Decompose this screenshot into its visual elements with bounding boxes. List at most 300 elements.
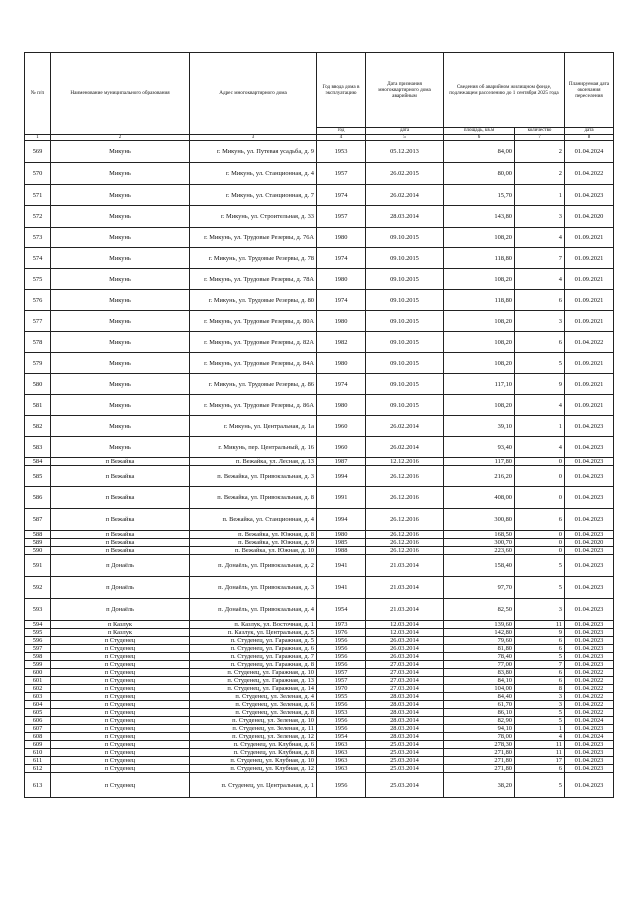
table-row: [25, 629, 614, 637]
area-cell: 143,80: [444, 206, 515, 228]
year-cell: 1955: [317, 693, 366, 701]
count-cell: 1: [515, 725, 565, 733]
address-cell: п. Студенец, ул. Зеленая, д. 12: [190, 733, 317, 741]
plan-date-cell: 01.04.2023: [565, 437, 614, 458]
subheader-area: площадь, кв.м: [444, 128, 515, 135]
area-cell: 300,70: [444, 539, 515, 547]
municipality-cell: п Студенец: [51, 637, 190, 645]
municipality-cell: п Студенец: [51, 749, 190, 757]
recognition-date-cell: 25.03.2014: [366, 741, 444, 749]
plan-date-cell: 01.04.2023: [565, 661, 614, 669]
table-header: [25, 53, 614, 141]
row-number: 604: [25, 701, 51, 709]
plan-date-cell: 01.09.2021: [565, 395, 614, 416]
table-row: [25, 547, 614, 555]
count-cell: 3: [515, 599, 565, 621]
address-cell: п. Вежайка, ул. Станционная, д. 4: [190, 509, 317, 531]
area-cell: 84,00: [444, 141, 515, 163]
year-cell: 1980: [317, 531, 366, 539]
row-number: 593: [25, 599, 51, 621]
address-cell: п. Вежайка, ул. Южная, д. 9: [190, 539, 317, 547]
address-cell: п. Вежайка, ул. Южная, д. 10: [190, 547, 317, 555]
year-cell: 1974: [317, 374, 366, 395]
table-row: [25, 374, 614, 395]
address-cell: п. Студенец, ул. Зеленая, д. 6: [190, 701, 317, 709]
address-cell: п. Студенец, ул. Клубная, д. 6: [190, 741, 317, 749]
recognition-date-cell: 28.03.2014: [366, 206, 444, 228]
plan-date-cell: 01.09.2021: [565, 374, 614, 395]
recognition-date-cell: 26.12.2016: [366, 466, 444, 487]
area-cell: 139,60: [444, 621, 515, 629]
row-number: 573: [25, 228, 51, 248]
recognition-date-cell: 25.03.2014: [366, 749, 444, 757]
table-row: [25, 163, 614, 185]
header-recognition-date: Дата признания многоквартирного дома аварийным: [366, 53, 444, 128]
table-row: [25, 709, 614, 717]
table-row: [25, 637, 614, 645]
count-cell: 8: [515, 685, 565, 693]
table-body: [25, 141, 614, 798]
year-cell: 1980: [317, 269, 366, 290]
recognition-date-cell: 26.12.2016: [366, 487, 444, 509]
area-cell: 97,70: [444, 577, 515, 599]
table-row: [25, 733, 614, 741]
address-cell: г. Микунь, ул. Трудовые Резервы, д. 80А: [190, 311, 317, 332]
row-number: 572: [25, 206, 51, 228]
year-cell: 1980: [317, 395, 366, 416]
recognition-date-cell: 26.03.2014: [366, 645, 444, 653]
municipality-cell: п Студенец: [51, 701, 190, 709]
address-cell: г. Микунь, ул. Трудовые Резервы, д. 82А: [190, 332, 317, 353]
municipality-cell: п Донаёль: [51, 577, 190, 599]
count-cell: 0: [515, 531, 565, 539]
count-cell: 2: [515, 163, 565, 185]
recognition-date-cell: 21.03.2014: [366, 555, 444, 577]
municipality-cell: Микунь: [51, 311, 190, 332]
table-row: [25, 661, 614, 669]
row-number: 607: [25, 725, 51, 733]
count-cell: 5: [515, 773, 565, 798]
year-cell: 1960: [317, 416, 366, 437]
document-page: [24, 52, 613, 798]
recognition-date-cell: 09.10.2015: [366, 290, 444, 311]
table-row: [25, 717, 614, 725]
year-cell: 1994: [317, 466, 366, 487]
year-cell: 1956: [317, 701, 366, 709]
area-cell: 108,20: [444, 395, 515, 416]
area-cell: 108,20: [444, 332, 515, 353]
row-number: 610: [25, 749, 51, 757]
area-cell: 94,10: [444, 725, 515, 733]
recognition-date-cell: 26.12.2016: [366, 547, 444, 555]
count-cell: 17: [515, 757, 565, 765]
plan-date-cell: 01.04.2020: [565, 539, 614, 547]
table-row: [25, 577, 614, 599]
recognition-date-cell: 12.12.2016: [366, 458, 444, 466]
count-cell: 1: [515, 416, 565, 437]
row-number: 588: [25, 531, 51, 539]
address-cell: п. Казлук, ул. Центральная, д. 5: [190, 629, 317, 637]
plan-date-cell: 01.04.2022: [565, 701, 614, 709]
area-cell: 38,20: [444, 773, 515, 798]
count-cell: 6: [515, 509, 565, 531]
table-row: [25, 749, 614, 757]
plan-date-cell: 01.09.2021: [565, 353, 614, 374]
row-number: 613: [25, 773, 51, 798]
plan-date-cell: 01.04.2023: [565, 458, 614, 466]
municipality-cell: п Студенец: [51, 773, 190, 798]
count-cell: 5: [515, 709, 565, 717]
municipality-cell: Микунь: [51, 163, 190, 185]
year-cell: 1956: [317, 725, 366, 733]
header-fund-info: Сведения об аварийном жилищном фонде, подлежащем расселению до 1 сентября 2025 года: [444, 53, 565, 128]
count-cell: 0: [515, 458, 565, 466]
row-number: 594: [25, 621, 51, 629]
plan-date-cell: 01.04.2022: [565, 685, 614, 693]
table-row: [25, 228, 614, 248]
table-row: [25, 685, 614, 693]
address-cell: п. Студенец, ул. Гаражная, д. 13: [190, 677, 317, 685]
area-cell: 158,40: [444, 555, 515, 577]
count-cell: 6: [515, 677, 565, 685]
municipality-cell: п Студенец: [51, 669, 190, 677]
area-cell: 117,80: [444, 458, 515, 466]
table-row: [25, 669, 614, 677]
count-cell: 5: [515, 555, 565, 577]
row-number: 592: [25, 577, 51, 599]
year-cell: 1954: [317, 599, 366, 621]
row-number: 583: [25, 437, 51, 458]
year-cell: 1980: [317, 228, 366, 248]
table-row: [25, 677, 614, 685]
recognition-date-cell: 26.02.2014: [366, 416, 444, 437]
header-municipality: Наименование муниципального образования: [51, 53, 190, 135]
area-cell: 77,00: [444, 661, 515, 669]
municipality-cell: Микунь: [51, 416, 190, 437]
count-cell: 5: [515, 353, 565, 374]
year-cell: 1980: [317, 353, 366, 374]
address-cell: п. Донаёль, ул. Привокзальная, д. 2: [190, 555, 317, 577]
row-number: 609: [25, 741, 51, 749]
count-cell: 3: [515, 693, 565, 701]
column-number: 3: [190, 135, 317, 141]
municipality-cell: п Студенец: [51, 677, 190, 685]
header-year: Год ввода дома в эксплуатацию: [317, 53, 366, 128]
year-cell: 1953: [317, 709, 366, 717]
count-cell: 9: [515, 629, 565, 637]
table-row: [25, 599, 614, 621]
count-cell: 0: [515, 539, 565, 547]
municipality-cell: п Казлук: [51, 621, 190, 629]
recognition-date-cell: 09.10.2015: [366, 374, 444, 395]
table-row: [25, 141, 614, 163]
address-cell: г. Микунь, ул. Центральная, д. 1а: [190, 416, 317, 437]
year-cell: 1982: [317, 332, 366, 353]
count-cell: 1: [515, 185, 565, 206]
count-cell: 4: [515, 269, 565, 290]
count-cell: 4: [515, 437, 565, 458]
year-cell: 1985: [317, 539, 366, 547]
count-cell: 4: [515, 395, 565, 416]
count-cell: 4: [515, 228, 565, 248]
row-number: 605: [25, 709, 51, 717]
column-number: 5: [366, 135, 444, 141]
row-number: 570: [25, 163, 51, 185]
year-cell: 1970: [317, 685, 366, 693]
area-cell: 15,70: [444, 185, 515, 206]
count-cell: 0: [515, 547, 565, 555]
table-row: [25, 311, 614, 332]
count-cell: 11: [515, 621, 565, 629]
plan-date-cell: 01.04.2022: [565, 677, 614, 685]
table-row: [25, 416, 614, 437]
recognition-date-cell: 26.03.2014: [366, 653, 444, 661]
plan-date-cell: 01.04.2023: [565, 577, 614, 599]
year-cell: 1994: [317, 509, 366, 531]
plan-date-cell: 01.04.2023: [565, 645, 614, 653]
address-cell: г. Микунь, ул. Путевая усадьба, д. 9: [190, 141, 317, 163]
municipality-cell: п Студенец: [51, 717, 190, 725]
year-cell: 1976: [317, 629, 366, 637]
area-cell: 117,10: [444, 374, 515, 395]
plan-date-cell: 01.04.2022: [565, 669, 614, 677]
row-number: 581: [25, 395, 51, 416]
recognition-date-cell: 28.03.2014: [366, 725, 444, 733]
recognition-date-cell: 28.03.2014: [366, 693, 444, 701]
area-cell: 80,00: [444, 163, 515, 185]
count-cell: 7: [515, 661, 565, 669]
table-row: [25, 248, 614, 269]
recognition-date-cell: 26.12.2016: [366, 509, 444, 531]
address-cell: п. Вежайка, ул. Привокзальная, д. 8: [190, 487, 317, 509]
table-row: [25, 332, 614, 353]
table-row: [25, 185, 614, 206]
area-cell: 108,20: [444, 353, 515, 374]
plan-date-cell: 01.04.2023: [565, 487, 614, 509]
row-number: 569: [25, 141, 51, 163]
row-number: 577: [25, 311, 51, 332]
recognition-date-cell: 26.12.2016: [366, 539, 444, 547]
address-cell: п. Вежайка, ул. Южная, д. 8: [190, 531, 317, 539]
row-number: 597: [25, 645, 51, 653]
area-cell: 216,20: [444, 466, 515, 487]
table-row: [25, 539, 614, 547]
row-number: 576: [25, 290, 51, 311]
column-number: 4: [317, 135, 366, 141]
count-cell: 6: [515, 332, 565, 353]
table-row: [25, 653, 614, 661]
plan-date-cell: 01.04.2023: [565, 509, 614, 531]
municipality-cell: Микунь: [51, 228, 190, 248]
address-cell: г. Микунь, ул. Трудовые Резервы, д. 80: [190, 290, 317, 311]
column-number: 8: [565, 135, 614, 141]
year-cell: 1956: [317, 661, 366, 669]
year-cell: 1953: [317, 141, 366, 163]
year-cell: 1974: [317, 290, 366, 311]
column-number: 1: [25, 135, 51, 141]
address-cell: п. Вежайка, ул. Лесная, д. 13: [190, 458, 317, 466]
recognition-date-cell: 05.12.2013: [366, 141, 444, 163]
address-cell: п. Студенец, ул. Гаражная, д. 14: [190, 685, 317, 693]
year-cell: 1960: [317, 437, 366, 458]
year-cell: 1957: [317, 206, 366, 228]
area-cell: 61,70: [444, 701, 515, 709]
row-number: 606: [25, 717, 51, 725]
area-cell: 39,10: [444, 416, 515, 437]
area-cell: 81,80: [444, 645, 515, 653]
area-cell: 108,20: [444, 228, 515, 248]
row-number: 587: [25, 509, 51, 531]
year-cell: 1988: [317, 547, 366, 555]
address-cell: п. Студенец, ул. Гаражная, д. 5: [190, 637, 317, 645]
plan-date-cell: 01.04.2022: [565, 709, 614, 717]
municipality-cell: п Студенец: [51, 765, 190, 773]
table-row: [25, 773, 614, 798]
year-cell: 1956: [317, 637, 366, 645]
municipality-cell: п Студенец: [51, 741, 190, 749]
count-cell: 3: [515, 701, 565, 709]
plan-date-cell: 01.04.2023: [565, 416, 614, 437]
housing-table: [24, 52, 614, 798]
row-number: 612: [25, 765, 51, 773]
recognition-date-cell: 21.03.2014: [366, 599, 444, 621]
recognition-date-cell: 09.10.2015: [366, 395, 444, 416]
count-cell: 5: [515, 717, 565, 725]
year-cell: 1957: [317, 669, 366, 677]
area-cell: 86,10: [444, 709, 515, 717]
address-cell: п. Студенец, ул. Клубная, д. 10: [190, 757, 317, 765]
row-number: 600: [25, 669, 51, 677]
header-num: № п/п: [25, 53, 51, 135]
municipality-cell: Микунь: [51, 248, 190, 269]
plan-date-cell: 01.04.2023: [565, 599, 614, 621]
plan-date-cell: 01.04.2022: [565, 332, 614, 353]
table-row: [25, 701, 614, 709]
row-number: 579: [25, 353, 51, 374]
plan-date-cell: 01.04.2023: [565, 629, 614, 637]
municipality-cell: п Вежайка: [51, 509, 190, 531]
header-plan-date: Планируемая дата окончания переселения: [565, 53, 614, 128]
plan-date-cell: 01.04.2022: [565, 693, 614, 701]
recognition-date-cell: 27.03.2014: [366, 677, 444, 685]
table-row: [25, 757, 614, 765]
header-address: Адрес многоквартирного дома: [190, 53, 317, 135]
municipality-cell: п Студенец: [51, 645, 190, 653]
plan-date-cell: 01.09.2021: [565, 311, 614, 332]
municipality-cell: п Казлук: [51, 629, 190, 637]
municipality-cell: п Студенец: [51, 733, 190, 741]
address-cell: г. Микунь, ул. Трудовые Резервы, д. 84А: [190, 353, 317, 374]
plan-date-cell: 01.04.2023: [565, 555, 614, 577]
row-number: 603: [25, 693, 51, 701]
recognition-date-cell: 09.10.2015: [366, 248, 444, 269]
row-number: 586: [25, 487, 51, 509]
plan-date-cell: 01.04.2024: [565, 717, 614, 725]
area-cell: 278,30: [444, 741, 515, 749]
municipality-cell: Микунь: [51, 185, 190, 206]
area-cell: 93,40: [444, 437, 515, 458]
table-row: [25, 555, 614, 577]
area-cell: 78,00: [444, 733, 515, 741]
area-cell: 104,00: [444, 685, 515, 693]
plan-date-cell: 01.04.2023: [565, 741, 614, 749]
row-number: 580: [25, 374, 51, 395]
municipality-cell: п Студенец: [51, 653, 190, 661]
municipality-cell: п Студенец: [51, 757, 190, 765]
recognition-date-cell: 25.03.2014: [366, 773, 444, 798]
municipality-cell: п Студенец: [51, 725, 190, 733]
table-row: [25, 353, 614, 374]
address-cell: п. Студенец, ул. Гаражная, д. 7: [190, 653, 317, 661]
table-row: [25, 509, 614, 531]
year-cell: 1974: [317, 248, 366, 269]
address-cell: п. Студенец, ул. Зеленая, д. 11: [190, 725, 317, 733]
address-cell: г. Микунь, ул. Трудовые Резервы, д. 86А: [190, 395, 317, 416]
plan-date-cell: 01.04.2020: [565, 206, 614, 228]
plan-date-cell: 01.04.2023: [565, 185, 614, 206]
year-cell: 1991: [317, 487, 366, 509]
municipality-cell: Микунь: [51, 290, 190, 311]
municipality-cell: Микунь: [51, 206, 190, 228]
subheader-count: количество: [515, 128, 565, 135]
address-cell: г. Микунь, ул. Станционная, д. 4: [190, 163, 317, 185]
table-row: [25, 290, 614, 311]
row-number: 574: [25, 248, 51, 269]
area-cell: 271,80: [444, 749, 515, 757]
municipality-cell: п Студенец: [51, 709, 190, 717]
recognition-date-cell: 25.03.2014: [366, 765, 444, 773]
plan-date-cell: 01.04.2023: [565, 466, 614, 487]
municipality-cell: п Студенец: [51, 685, 190, 693]
address-cell: п. Студенец, ул. Гаражная, д. 10: [190, 669, 317, 677]
plan-date-cell: 01.04.2023: [565, 531, 614, 539]
address-cell: г. Микунь, ул. Трудовые Резервы, д. 78А: [190, 269, 317, 290]
count-cell: 11: [515, 741, 565, 749]
plan-date-cell: 01.04.2023: [565, 765, 614, 773]
plan-date-cell: 01.09.2021: [565, 228, 614, 248]
municipality-cell: п Вежайка: [51, 531, 190, 539]
row-number: 578: [25, 332, 51, 353]
municipality-cell: Микунь: [51, 395, 190, 416]
address-cell: г. Микунь, ул. Станционная, д. 7: [190, 185, 317, 206]
area-cell: 108,20: [444, 311, 515, 332]
area-cell: 118,80: [444, 290, 515, 311]
row-number: 589: [25, 539, 51, 547]
year-cell: 1956: [317, 645, 366, 653]
area-cell: 78,40: [444, 653, 515, 661]
municipality-cell: п Донаёль: [51, 555, 190, 577]
recognition-date-cell: 28.03.2014: [366, 701, 444, 709]
plan-date-cell: 01.04.2023: [565, 653, 614, 661]
table-row: [25, 693, 614, 701]
plan-date-cell: 01.04.2024: [565, 141, 614, 163]
area-cell: 223,60: [444, 547, 515, 555]
year-cell: 1963: [317, 765, 366, 773]
row-number: 582: [25, 416, 51, 437]
year-cell: 1954: [317, 733, 366, 741]
recognition-date-cell: 09.10.2015: [366, 353, 444, 374]
table-row: [25, 645, 614, 653]
address-cell: п. Студенец, ул. Зеленая, д. 8: [190, 709, 317, 717]
recognition-date-cell: 28.03.2014: [366, 733, 444, 741]
row-number: 584: [25, 458, 51, 466]
year-cell: 1956: [317, 653, 366, 661]
area-cell: 300,80: [444, 509, 515, 531]
recognition-date-cell: 27.03.2014: [366, 661, 444, 669]
table-row: [25, 437, 614, 458]
row-number: 591: [25, 555, 51, 577]
plan-date-cell: 01.04.2024: [565, 733, 614, 741]
